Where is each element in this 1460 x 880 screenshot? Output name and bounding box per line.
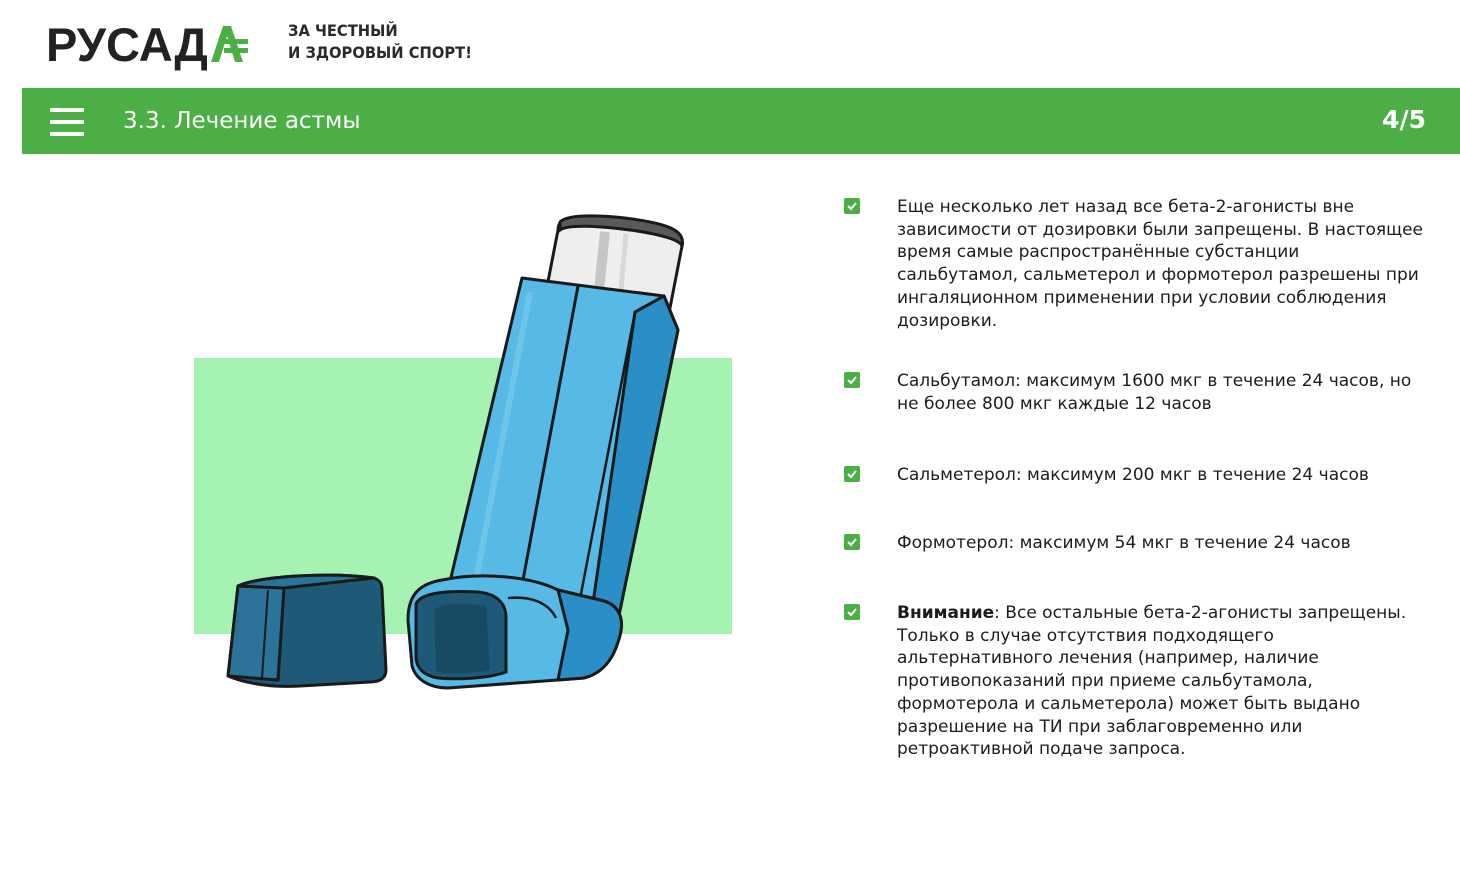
list-item-text: Сальметерол: максимум 200 мкг в течение 24 часов — [897, 464, 1369, 485]
tagline-line-1: ЗА ЧЕСТНЫЙ — [288, 21, 398, 40]
section-title: 3.3. Лечение астмы — [123, 108, 361, 134]
list-item-text: Еще несколько лет назад все бета-2-агонисты вне зависимости от дозировки были запрещены. В настоящее время самые распространённые субстанции сальбутамол, сальметерол и формотерол разрешены при ингаляционном применении при условии соблюдения дозировки. — [897, 197, 1423, 331]
list-item-text: : Все остальные бета-2-агонисты запрещены. Только в случае отсутствия подходящего альтернативного лечения (например, наличие противопоказаний при приеме сальбутамола, формотерола и сальметерола) может быть выдано разрешение на ТИ при заблаговременно или ретроактивной подаче запроса. — [897, 603, 1407, 760]
list-item — [844, 370, 1424, 415]
checkbox-checked-icon — [844, 198, 860, 214]
inhaler-illustration — [180, 200, 760, 700]
header-bar — [22, 88, 1460, 154]
list-item-text: Сальбутамол: максимум 1600 мкг в течение 24 часов, но не более 800 мкг каждые 12 часов — [897, 371, 1412, 414]
info-list — [844, 196, 1424, 761]
list-item — [844, 532, 1424, 555]
warning-label: Внимание — [897, 603, 995, 624]
checkbox-checked-icon — [844, 534, 860, 550]
list-item-text: Формотерол: максимум 54 мкг в течение 24 часов — [897, 533, 1351, 554]
list-item — [844, 464, 1424, 487]
logo-a-mark-icon — [209, 24, 249, 64]
tagline — [288, 20, 472, 64]
checkbox-checked-icon — [844, 372, 860, 388]
checkbox-checked-icon — [844, 604, 860, 620]
page-counter: 4/5 — [1382, 105, 1426, 134]
rusada-logo — [46, 14, 249, 74]
logo-text: РУСАД — [46, 17, 208, 71]
list-item — [844, 196, 1424, 332]
tagline-line-2: И ЗДОРОВЫЙ СПОРТ! — [288, 43, 472, 62]
list-item — [844, 602, 1424, 761]
inhaler-cap — [228, 575, 386, 686]
hamburger-menu-icon[interactable] — [50, 108, 84, 136]
checkbox-checked-icon — [844, 466, 860, 482]
